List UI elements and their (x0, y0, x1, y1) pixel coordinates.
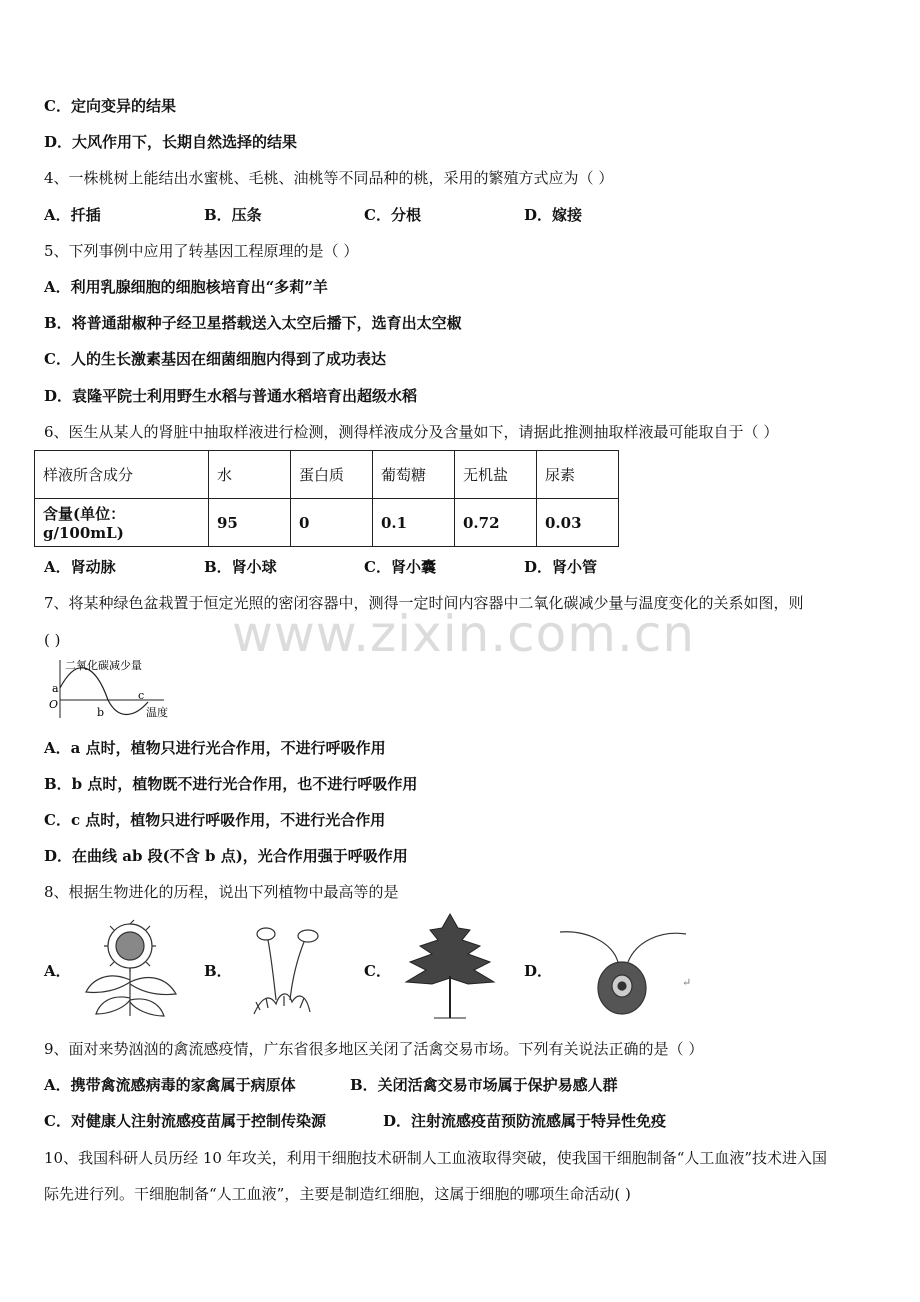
graph-xlabel: 温度 (146, 706, 168, 719)
table-header-cell: 无机盐 (455, 451, 537, 499)
q7-option-b: B．b 点时，植物既不进行光合作用，也不进行呼吸作用 (44, 775, 418, 793)
q8-stem: 8、根据生物进化的历程，说出下列植物中最高等的是 (44, 883, 399, 901)
q9-stem: 9、面对来势汹汹的禽流感疫情，广东省很多地区关闭了活禽交易市场。下列有关说法正确的是（ ） (44, 1040, 704, 1058)
q9-option-d: D．注射流感疫苗预防流感属于特异性免疫 (383, 1112, 667, 1130)
q4-option-b: B．压条 (204, 206, 262, 224)
q5-option-d: D．袁隆平院士利用野生水稻与普通水稻培育出超级水稻 (44, 387, 418, 405)
graph-point-c: c (138, 689, 145, 702)
q5-stem: 5、下列事例中应用了转基因工程原理的是（ ） (44, 242, 359, 260)
graph-point-a: a (52, 682, 59, 695)
q9-option-a: A．携带禽流感病毒的家禽属于病原体 (44, 1076, 296, 1094)
table-cell: 含量(单位：g/100mL) (35, 499, 209, 547)
table-cell: 95 (209, 499, 291, 547)
q7-stem-bracket: ( ) (44, 631, 61, 649)
table-header-cell: 葡萄糖 (373, 451, 455, 499)
co2-temperature-graph (46, 656, 186, 722)
chlamydomonas-icon (556, 922, 690, 1018)
q9-option-c: C．对健康人注射流感疫苗属于控制传染源 (44, 1112, 326, 1130)
q7-option-d: D．在曲线 ab 段(不含 b 点)，光合作用强于呼吸作用 (44, 847, 408, 865)
table-row (35, 499, 619, 547)
q9-option-b: B．关闭活禽交易市场属于保护易感人群 (350, 1076, 618, 1094)
table-cell: 0.03 (537, 499, 619, 547)
table-cell: 0.72 (455, 499, 537, 547)
q5-option-b: B．将普通甜椒种子经卫星搭载送入太空后播下，选育出太空椒 (44, 314, 462, 332)
moss-icon (246, 922, 326, 1018)
table-row (35, 451, 619, 499)
table-header-cell: 蛋白质 (291, 451, 373, 499)
graph-ylabel: 二氧化碳减少量 (65, 659, 142, 672)
q6-option-b: B．肾小球 (204, 558, 277, 576)
q4-option-a: A．扦插 (44, 206, 101, 224)
sample-table (34, 450, 619, 547)
svg-text:↵: ↵ (682, 976, 692, 989)
q10-stem-line2: 际先进行列。干细胞制备“人工血液”，主要是制造红细胞，这属于细胞的哪项生命活动( ) (44, 1185, 631, 1203)
table-cell: 0.1 (373, 499, 455, 547)
table-cell: 0 (291, 499, 373, 547)
q7-option-a: A．a 点时，植物只进行光合作用，不进行呼吸作用 (44, 739, 386, 757)
q4-option-d: D．嫁接 (524, 206, 583, 224)
watermark: www.zixin.com.cn (232, 605, 696, 663)
q8-option-d: D． (524, 962, 553, 980)
q8-option-a: A． (44, 962, 71, 980)
q7-stem: 7、将某种绿色盆栽置于恒定光照的密闭容器中，测得一定时间内容器中二氧化碳减少量与温度变化的关系如图，则 (44, 594, 804, 612)
table-header-cell: 样液所含成分 (35, 451, 209, 499)
table-header-cell: 尿素 (537, 451, 619, 499)
q4-stem: 4、一株桃树上能结出水蜜桃、毛桃、油桃等不同品种的桃，采用的繁殖方式应为（ ） (44, 169, 614, 187)
q8-option-c: C． (364, 962, 391, 980)
table-header-cell: 水 (209, 451, 291, 499)
q6-option-a: A．肾动脉 (44, 558, 116, 576)
q8-option-b: B． (204, 962, 232, 980)
q6-stem: 6、医生从某人的肾脏中抽取样液进行检测，测得样液成分及含量如下，请据此推测抽取样液最可能取自于（ ） (44, 423, 779, 441)
q10-stem-line1: 10、我国科研人员历经 10 年攻关，利用干细胞技术研制人工血液取得突破，使我国干细胞制备“人工血液”技术进入国 (44, 1149, 828, 1167)
q3-option-d: D．大风作用下，长期自然选择的结果 (44, 133, 298, 151)
graph-point-b: b (97, 706, 105, 719)
q6-option-d: D．肾小管 (524, 558, 598, 576)
q7-option-c: C．c 点时，植物只进行呼吸作用，不进行光合作用 (44, 811, 386, 829)
q5-option-c: C．人的生长激素基因在细菌细胞内得到了成功表达 (44, 350, 386, 368)
fern-icon (398, 910, 502, 1022)
q6-option-c: C．肾小囊 (364, 558, 436, 576)
graph-origin: O (49, 698, 59, 711)
sunflower-icon (78, 920, 182, 1018)
q4-option-c: C．分根 (364, 206, 421, 224)
q5-option-a: A．利用乳腺细胞的细胞核培育出“多莉”羊 (44, 278, 328, 296)
q3-option-c: C．定向变异的结果 (44, 97, 176, 115)
